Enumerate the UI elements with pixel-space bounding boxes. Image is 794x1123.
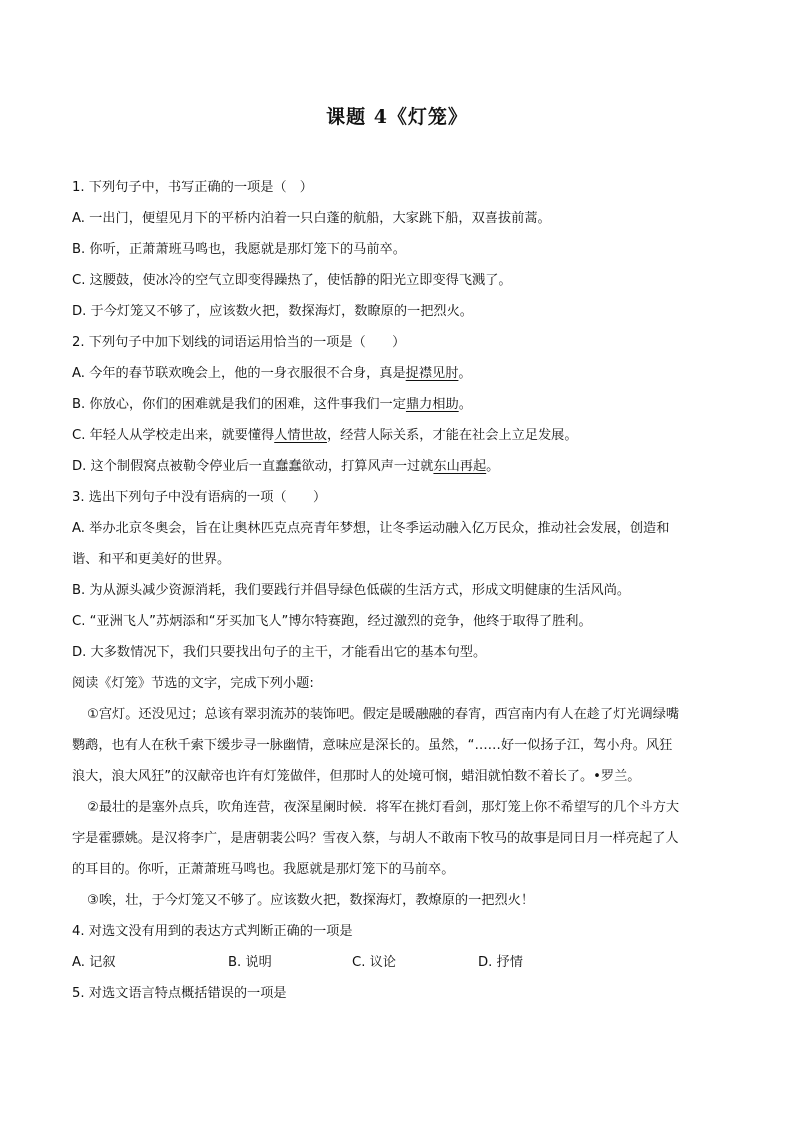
option-text: C. 年轻人从学校走出来，就要懂得 xyxy=(72,428,275,443)
question-2-option-c xyxy=(72,420,722,451)
question-3-option-d: D. 大多数情况下，我们只要找出句子的主干，才能看出它的基本句型。 xyxy=(72,645,487,660)
passage-paragraph-1-line-2: 鹦鹉，也有人在秋千索下缓步寻一脉幽情，意味应是深长的。虽然，“……好一似扬子江，驾小舟。风狂 xyxy=(72,738,673,753)
underlined-phrase: 捉襟见肘 xyxy=(405,366,459,381)
question-3-option-a-line-2: 谐、和平和更美好的世界。 xyxy=(72,552,231,567)
question-4-option-d: D. 抒情 xyxy=(478,955,523,970)
option-text: B. 你放心，你们的困难就是我们的困难，这件事我们一定 xyxy=(72,397,406,412)
question-1-option-a: A. 一出门，便望见月下的平桥内泊着一只白蓬的航船，大家跳下船，双喜拔前蒿。 xyxy=(72,211,551,226)
question-2-option-a xyxy=(72,358,722,389)
question-4-option-a: A. 记叙 xyxy=(72,955,116,970)
passage-paragraph-1-line-1: ①宫灯。还没见过；总该有翠羽流苏的装饰吧。假定是暖融融的春宵，西宫南内有人在趁了灯光调绿嘴 xyxy=(87,707,680,722)
question-4-option-b: B. 说明 xyxy=(228,955,272,970)
question-3-stem: 3. 选出下列句子中没有语病的一项（ ） xyxy=(72,490,327,505)
passage-paragraph-2-line-1: ②最壮的是塞外点兵，吹角连营，夜深星阑时候．将军在挑灯看剑，那灯笼上你不希望写的几个斗方大 xyxy=(87,800,680,815)
document-body xyxy=(72,172,722,1009)
option-text: D. 这个制假窝点被勒令停业后一直蠢蠢欲动，打算风声一过就 xyxy=(72,459,434,474)
option-text: A. 今年的春节联欢晚会上，他的一身衣服很不合身，真是 xyxy=(72,366,406,381)
question-3-option-b: B. 为从源头减少资源消耗，我们要践行并倡导绿色低碳的生活方式，形成文明健康的生活风尚。 xyxy=(72,583,631,598)
passage-paragraph-3: ③唉，壮，于今灯笼又不够了。应该数火把，数探海灯，教燎原的一把烈火！ xyxy=(87,893,535,908)
question-3-option-a-line-1: A. 举办北京冬奥会，旨在让奥林匹克点亮青年梦想，让冬季运动融入亿万民众，推动社会发展，创造和 xyxy=(72,521,670,536)
option-text: 。 xyxy=(486,459,500,474)
passage-paragraph-1-line-3: 浪大，浪大风狂”的汉献帝也许有灯笼做伴，但那时人的处境可悯，蜡泪就怕数不着长了。•罗兰。 xyxy=(72,769,641,784)
question-2-option-d xyxy=(72,451,722,482)
question-4-options xyxy=(72,947,722,978)
option-text: 。 xyxy=(458,366,472,381)
option-text: 。 xyxy=(458,397,472,412)
passage-paragraph-2-line-2: 字是霍骠姚。是汉将李广，是唐朝裴公吗？雪夜入蔡，与胡人不敢南下牧马的故事是同日月一样亮起了人 xyxy=(72,831,679,846)
question-2-stem: 2. 下列句子中加下划线的词语运用恰当的一项是（ ） xyxy=(72,335,406,350)
question-2-option-b xyxy=(72,389,722,420)
underlined-phrase: 鼎力相助 xyxy=(405,397,459,412)
reading-intro: 阅读《灯笼》节选的文字，完成下列小题: xyxy=(72,676,314,691)
question-1-stem: 1. 下列句子中，书写正确的一项是（ ） xyxy=(72,180,313,195)
underlined-phrase: 人情世故 xyxy=(274,428,327,443)
question-5-stem: 5. 对选文语言特点概括错误的一项是 xyxy=(72,986,287,1001)
question-1-option-b: B. 你听，正萧萧班马鸣也，我愿就是那灯笼下的马前卒。 xyxy=(72,242,406,257)
question-4-option-c: C. 议论 xyxy=(352,955,396,970)
question-3-option-c: C. “亚洲飞人”苏炳添和“牙买加飞人”博尔特赛跑，经过激烈的竞争，他终于取得了胜利。 xyxy=(72,614,592,629)
page-title: 课题 4《灯笼》 xyxy=(326,106,468,128)
option-text: ，经营人际关系，才能在社会上立足发展。 xyxy=(326,428,578,443)
underlined-phrase: 东山再起 xyxy=(433,459,487,474)
question-1-option-c: C. 这腰鼓，使冰冷的空气立即变得躁热了，使恬静的阳光立即变得飞溅了。 xyxy=(72,273,512,288)
question-4-stem: 4. 对选文没有用到的表达方式判断正确的一项是 xyxy=(72,924,353,939)
passage-paragraph-2-line-3: 的耳目的。你听，正萧萧班马鸣也。我愿就是那灯笼下的马前卒。 xyxy=(72,862,455,877)
question-1-option-d: D. 于今灯笼又不够了，应该数火把，数探海灯，数瞭原的一把烈火。 xyxy=(72,304,473,319)
